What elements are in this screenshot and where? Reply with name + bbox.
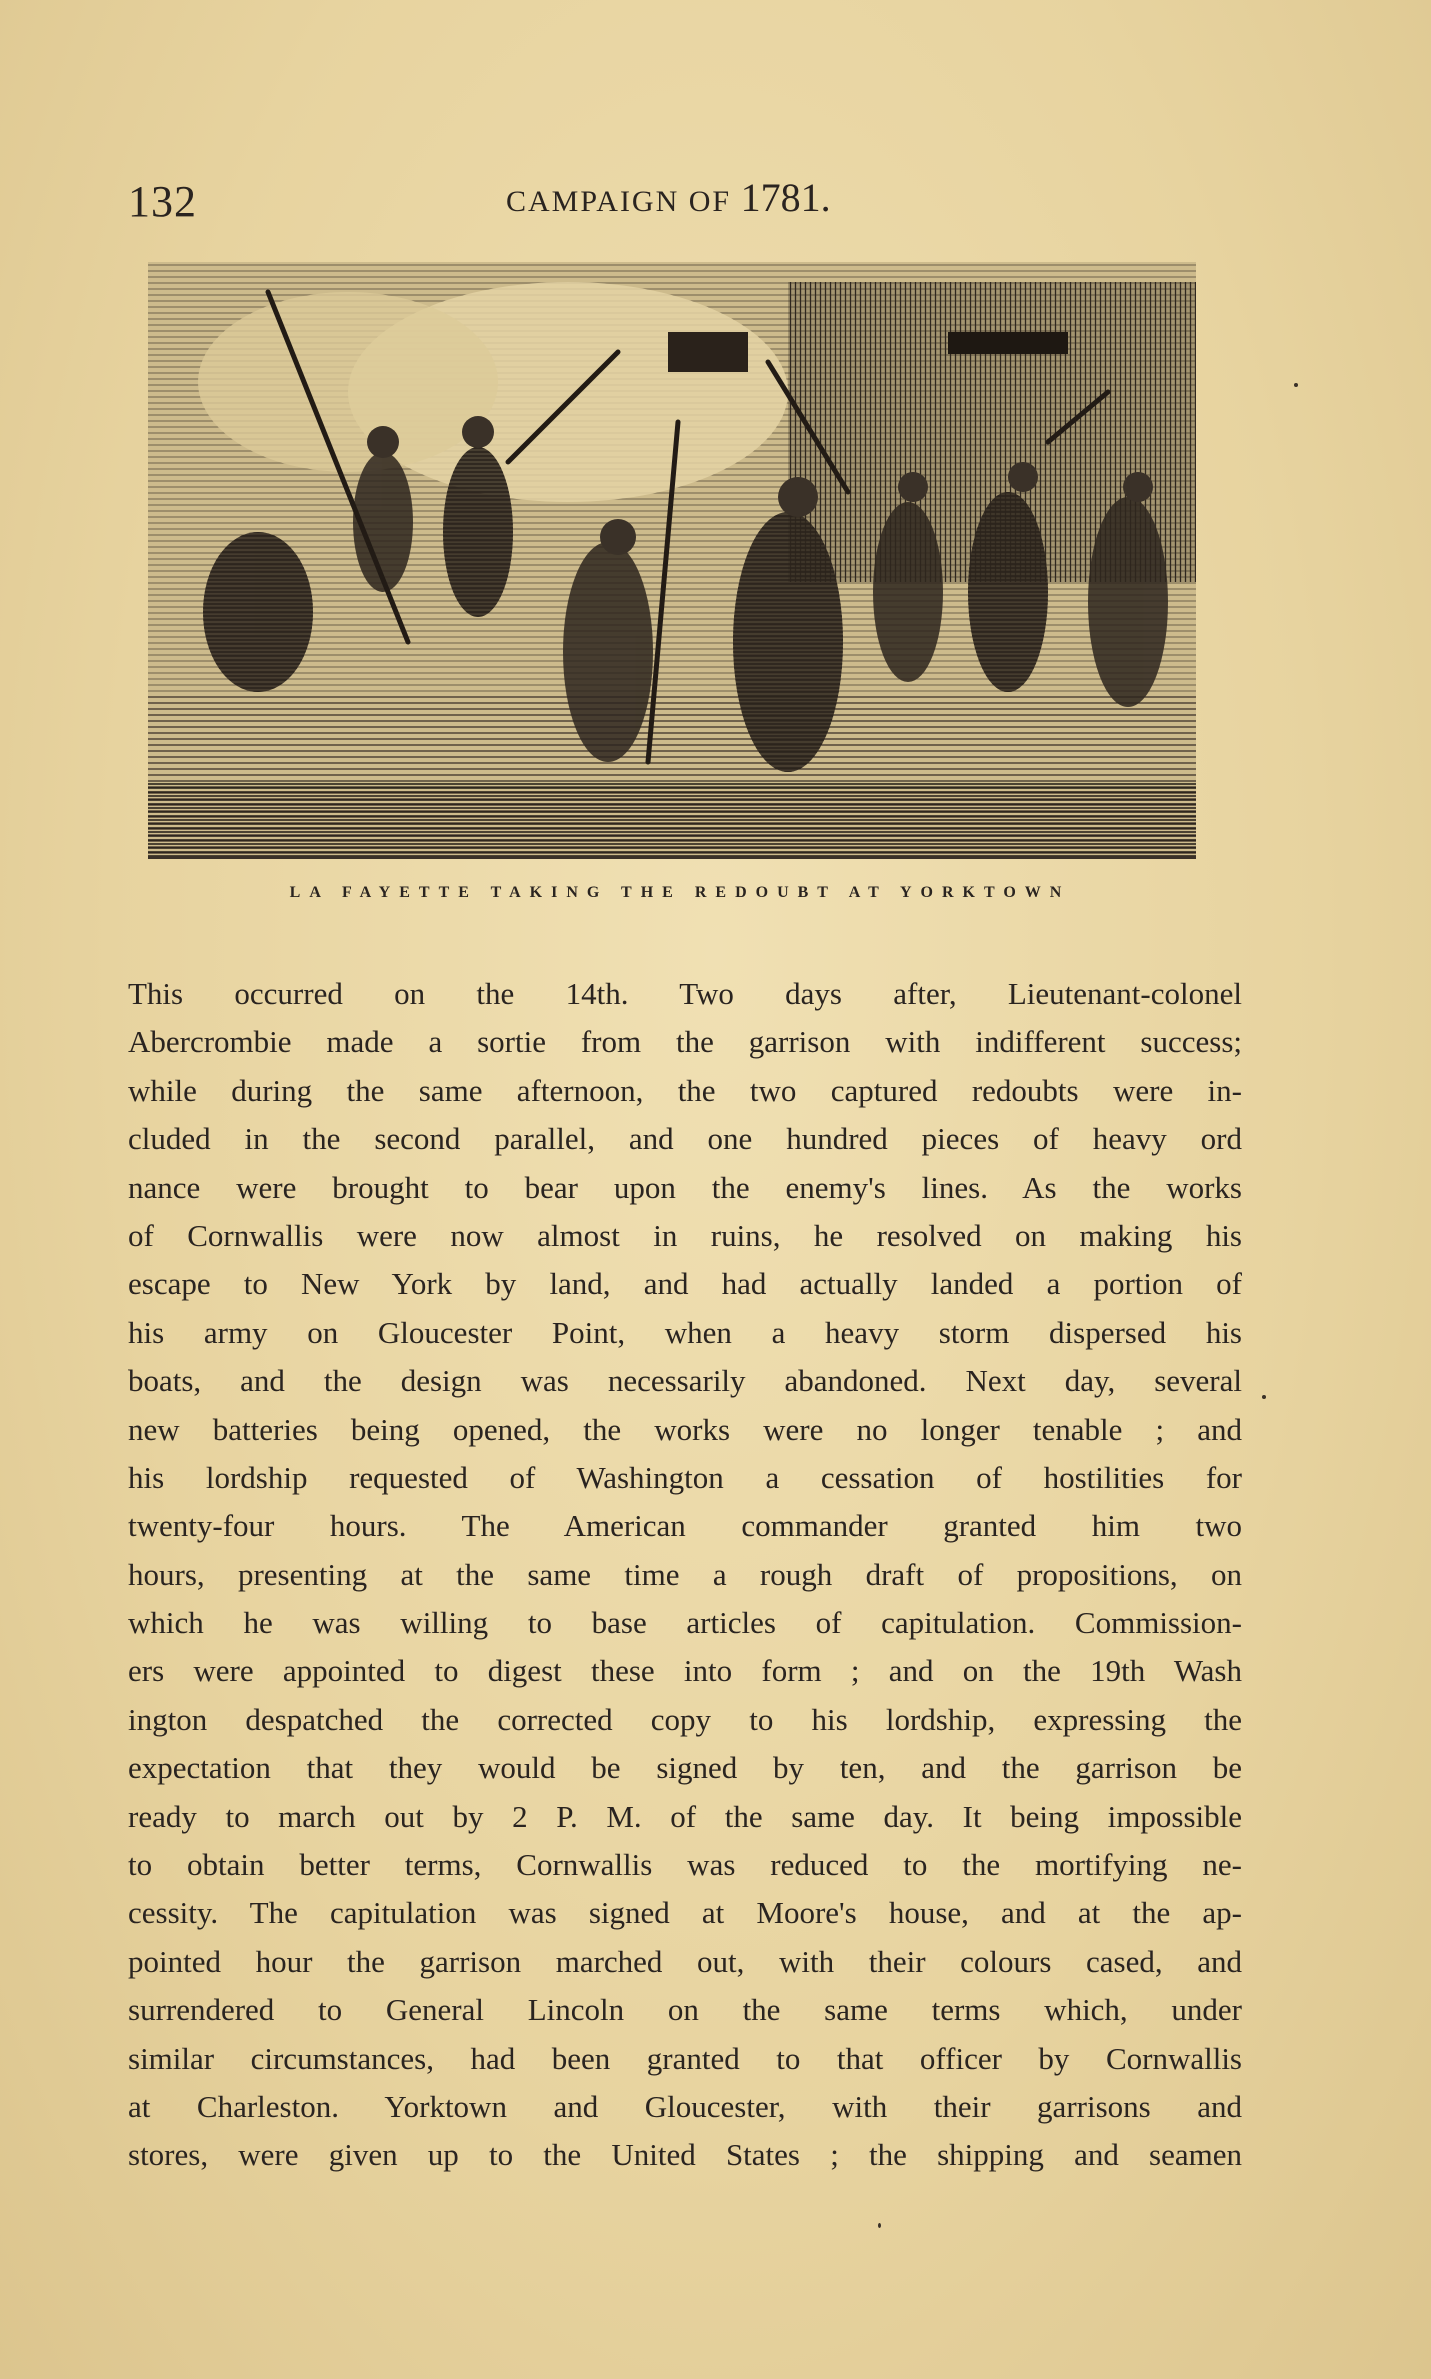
text-line: twenty-four hours. The American commander granted him two xyxy=(128,1508,1242,1544)
text-line: ers were appointed to digest these into form ; and on the 19th Wash xyxy=(128,1653,1242,1689)
text-line: nance were brought to bear upon the enemy's lines. As the works xyxy=(128,1169,1242,1205)
text-line: escape to New York by land, and had actually landed a portion of xyxy=(128,1266,1242,1302)
running-head-title: CAMPAIGN OF xyxy=(506,185,732,218)
body-text xyxy=(128,970,1242,2180)
text-line: Abercrombie made a sortie from the garrison with indifferent success; xyxy=(128,1024,1242,1060)
text-line: ready to march out by 2 P. M. of the same day. It being impossible xyxy=(128,1798,1242,1834)
engraving-illustration xyxy=(148,262,1196,859)
text-line: expectation that they would be signed by ten, and the garrison be xyxy=(128,1750,1242,1786)
text-line: cessity. The capitulation was signed at Moore's house, and at the ap- xyxy=(128,1895,1242,1931)
text-line: similar circumstances, had been granted to that officer by Cornwallis xyxy=(128,2040,1242,2076)
text-line: new batteries being opened, the works were no longer tenable ; and xyxy=(128,1411,1242,1447)
paper-speck xyxy=(878,2223,881,2228)
engraving-artwork xyxy=(148,262,1196,856)
text-line: stores, were given up to the United States ; the shipping and seamen xyxy=(128,2137,1242,2173)
text-line: hours, presenting at the same time a rough draft of propositions, on xyxy=(128,1556,1242,1592)
text-line: surrendered to General Lincoln on the same terms which, under xyxy=(128,1992,1242,2028)
text-line: ington despatched the corrected copy to his lordship, expressing the xyxy=(128,1701,1242,1737)
paper-speck xyxy=(1262,1395,1266,1399)
text-line: cluded in the second parallel, and one hundred pieces of heavy ord xyxy=(128,1121,1242,1157)
text-line: his army on Gloucester Point, when a heavy storm dispersed his xyxy=(128,1314,1242,1350)
text-line: his lordship requested of Washington a cessation of hostilities for xyxy=(128,1459,1242,1495)
text-line: which he was willing to base articles of capitulation. Commission- xyxy=(128,1605,1242,1641)
text-line: at Charleston. Yorktown and Gloucester, with their garrisons and xyxy=(128,2088,1242,2124)
illustration-caption: LA FAYETTE TAKING THE REDOUBT AT YORKTOWN xyxy=(289,884,1071,901)
text-line: while during the same afternoon, the two captured redoubts were in- xyxy=(128,1072,1242,1108)
text-line: to obtain better terms, Cornwallis was reduced to the mortifying ne- xyxy=(128,1847,1242,1883)
paper-speck xyxy=(1294,383,1298,387)
text-line: of Cornwallis were now almost in ruins, he resolved on making his xyxy=(128,1217,1242,1253)
text-line: boats, and the design was necessarily abandoned. Next day, several xyxy=(128,1363,1242,1399)
page-number: 132 xyxy=(128,177,197,226)
running-head-year: 1781. xyxy=(740,175,831,220)
text-line: This occurred on the 14th. Two days after, Lieutenant-colonel xyxy=(128,976,1242,1011)
running-head xyxy=(506,174,831,221)
text-line: pointed hour the garrison marched out, with their colours cased, and xyxy=(128,1943,1242,1979)
